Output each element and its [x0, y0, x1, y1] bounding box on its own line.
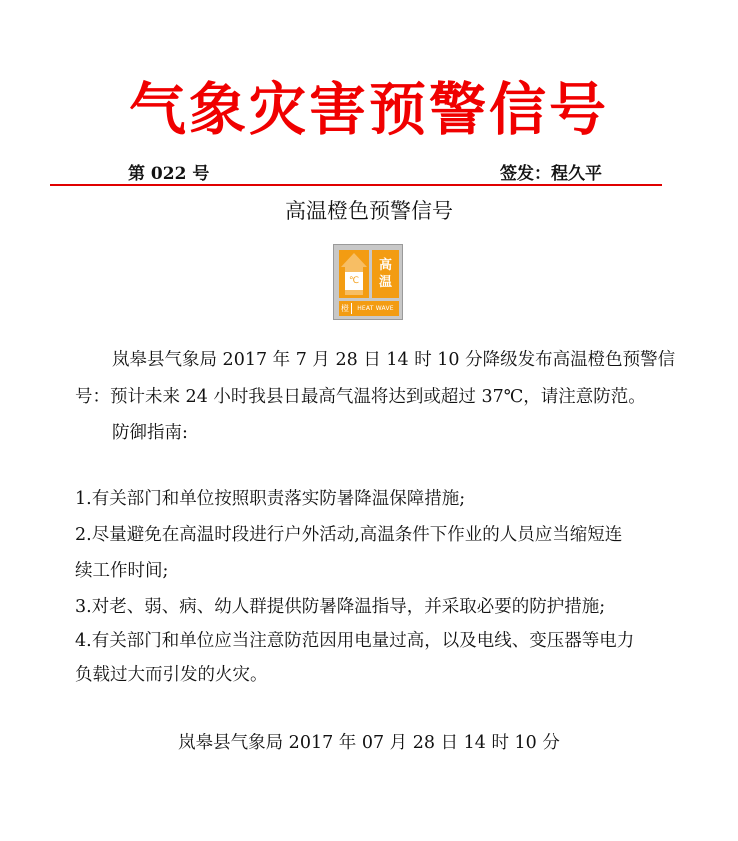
- document-header-title: 气象灾害预警信号: [129, 77, 609, 143]
- icon-char-2: 温: [378, 275, 392, 290]
- issue-number: 第 022 号: [128, 164, 210, 184]
- icon-char-1: 高: [378, 258, 392, 273]
- temperature-unit-label: ℃: [345, 272, 363, 290]
- guide-label: 防御指南:: [112, 423, 188, 443]
- header-divider: [50, 184, 662, 186]
- heat-wave-text: HEAT WAVE: [357, 305, 394, 312]
- paragraph-line-2: 号：预计未来 24 小时我县日最高气温将达到或超过 37℃，请注意防范。: [75, 387, 646, 407]
- icon-caption: [339, 301, 399, 316]
- guideline-1: 1.有关部门和单位按照职责落实防暑降温保障措施;: [75, 489, 466, 509]
- level-char: 橙: [339, 303, 352, 314]
- guideline-2-line-1: 2.尽量避免在高温时段进行户外活动,高温条件下作业的人员应当缩短连: [75, 525, 623, 545]
- paragraph-line-1: 岚皋县气象局 2017 年 7 月 28 日 14 时 10 分降级发布高温橙色预警信: [112, 350, 676, 370]
- warning-title: 高温橙色预警信号: [285, 199, 453, 223]
- signer: 签发：程久平: [500, 164, 602, 184]
- heat-wave-orange-signal-icon: [333, 244, 403, 320]
- guideline-4-line-1: 4.有关部门和单位应当注意防范因用电量过高，以及电线、变压器等电力: [75, 631, 635, 651]
- guideline-4-line-2: 负载过大而引发的火灾。: [75, 665, 268, 685]
- guideline-3: 3.对老、弱、病、幼人群提供防暑降温指导，并采取必要的防护措施;: [75, 597, 606, 617]
- icon-chars: [372, 250, 399, 298]
- issuer-footer: 岚皋县气象局 2017 年 07 月 28 日 14 时 10 分: [178, 733, 560, 753]
- guideline-2-line-2: 续工作时间;: [75, 561, 169, 581]
- thermometer-house-icon: [339, 250, 369, 298]
